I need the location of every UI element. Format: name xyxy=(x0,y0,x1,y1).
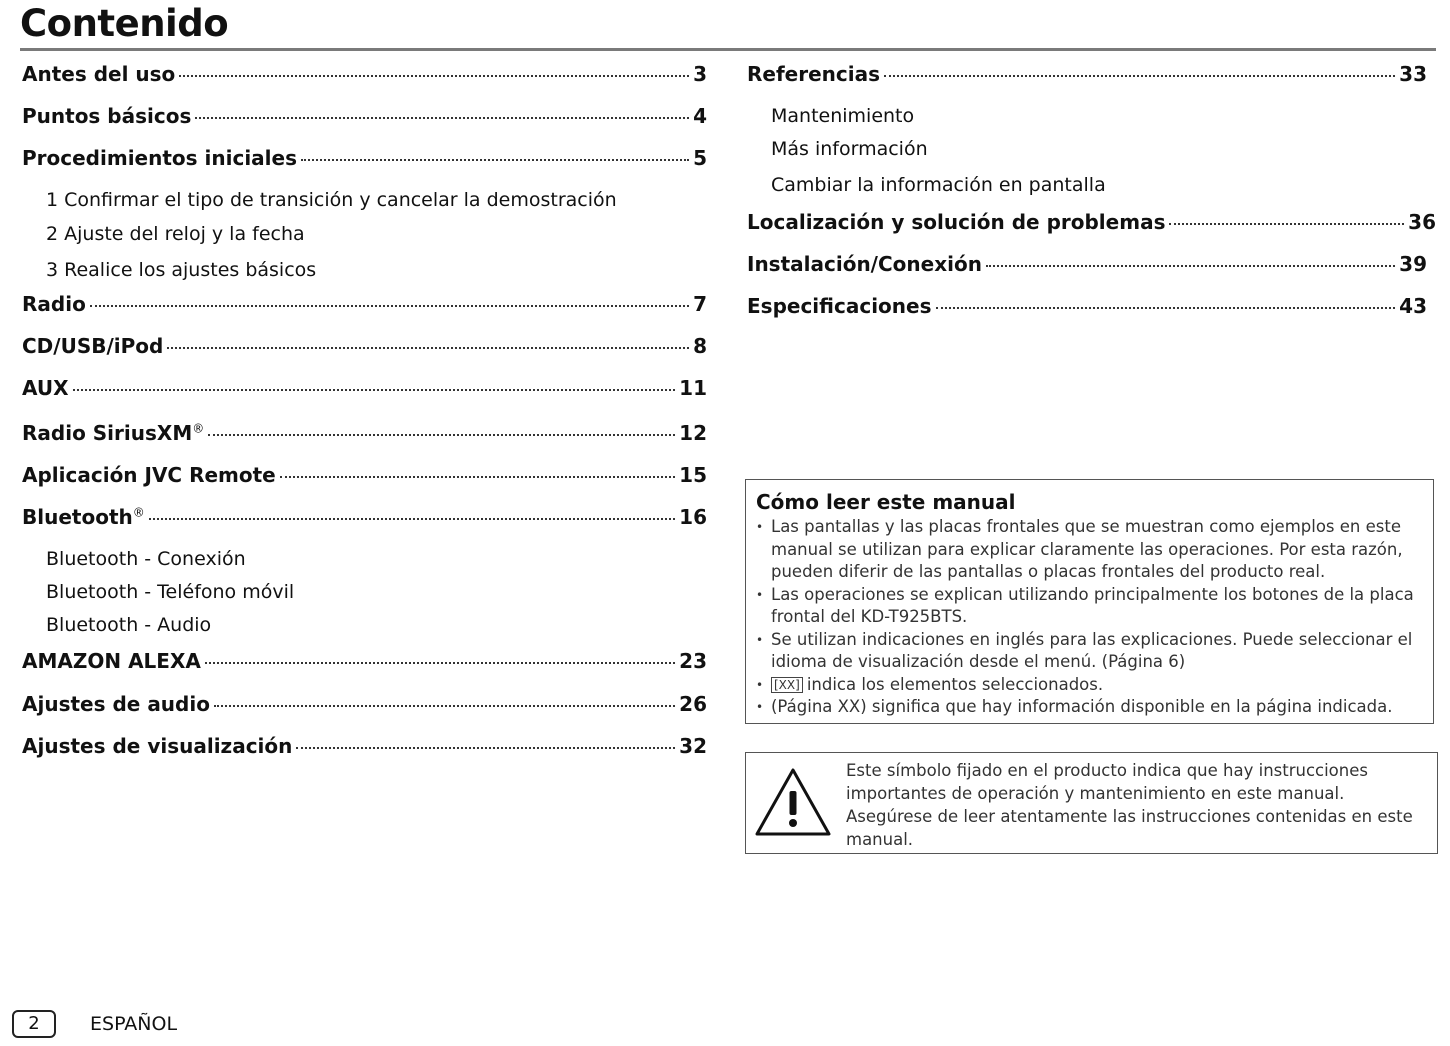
list-item: • (Página XX) significa que hay información disponible en la página indicada. xyxy=(756,696,1423,719)
toc-leader-dots xyxy=(90,305,689,307)
toc-leader-dots xyxy=(1169,223,1404,225)
toc-entry-ajustes-visualizacion[interactable] xyxy=(22,734,707,758)
toc-leader-dots xyxy=(296,747,675,749)
selected-item-key: [XX] xyxy=(771,677,803,693)
toc-page-number: 43 xyxy=(1399,294,1427,318)
toc-sub-bluetooth-telefono[interactable]: Bluetooth - Teléfono móvil xyxy=(46,581,295,603)
registered-mark: ® xyxy=(192,421,205,436)
page-number: 2 xyxy=(12,1010,56,1038)
how-to-read-list xyxy=(756,516,1423,719)
toc-leader-dots xyxy=(208,434,675,436)
list-item: • Las operaciones se explican utilizando principalmente los botones de la placa frontal del KD-T925BTS. xyxy=(756,584,1423,629)
toc-entry-radio-siriusxm[interactable] xyxy=(22,421,707,445)
toc-entry-especificaciones[interactable] xyxy=(747,294,1427,318)
warning-box xyxy=(745,752,1438,854)
toc-label: AUX xyxy=(22,376,69,400)
toc-leader-dots xyxy=(195,117,689,119)
page-footer xyxy=(12,1010,177,1038)
toc-page-number: 7 xyxy=(693,292,707,316)
toc-leader-dots xyxy=(884,75,1395,77)
toc-sub-mantenimiento[interactable]: Mantenimiento xyxy=(771,105,915,127)
toc-leader-dots xyxy=(986,265,1395,267)
toc-sub-bluetooth-conexion[interactable]: Bluetooth - Conexión xyxy=(46,548,246,570)
toc-entry-amazon-alexa[interactable] xyxy=(22,649,707,673)
toc-label: Bluetooth® xyxy=(22,505,145,529)
toc-entry-instalacion-conexion[interactable] xyxy=(747,252,1427,276)
toc-leader-dots xyxy=(936,307,1396,309)
toc-page-number: 8 xyxy=(693,334,707,358)
toc-entry-radio[interactable] xyxy=(22,292,707,316)
toc-sub-ajustes-basicos[interactable]: 3 Realice los ajustes básicos xyxy=(46,259,317,281)
toc-entry-solucion-problemas[interactable] xyxy=(747,210,1436,234)
language-label: ESPAÑOL xyxy=(90,1013,178,1035)
toc-leader-dots xyxy=(149,518,675,520)
list-item: • Se utilizan indicaciones en inglés para las explicaciones. Puede seleccionar el idioma de visualización desde el menú. (Página 6) xyxy=(756,629,1423,674)
toc-sub-confirmar-transicion[interactable]: 1 Confirmar el tipo de transición y cancelar la demostración xyxy=(46,189,617,211)
toc-leader-dots xyxy=(73,389,676,391)
toc-page-number: 3 xyxy=(693,62,707,86)
toc-page-number: 26 xyxy=(679,692,707,716)
title-divider xyxy=(20,48,1436,51)
toc-page-number: 15 xyxy=(679,463,707,487)
list-item: • Las pantallas y las placas frontales que se muestran como ejemplos en este manual se utilizan para explicar claramente las operaciones. Por esta razón, pueden diferir de las pantallas o placas frontales del producto real. xyxy=(756,516,1423,584)
toc-sub-ajuste-reloj[interactable]: 2 Ajuste del reloj y la fecha xyxy=(46,223,305,245)
toc-label: Antes del uso xyxy=(22,62,176,86)
toc-entry-referencias[interactable] xyxy=(747,62,1427,86)
toc-label: Instalación/Conexión xyxy=(747,252,982,276)
list-item: • [XX] indica los elementos seleccionados. xyxy=(756,674,1423,697)
toc-label: Ajustes de audio xyxy=(22,692,210,716)
toc-entry-jvc-remote[interactable] xyxy=(22,463,707,487)
toc-label: Radio xyxy=(22,292,86,316)
toc-leader-dots xyxy=(214,705,675,707)
toc-label: Localización y solución de problemas xyxy=(747,210,1166,234)
toc-page-number: 33 xyxy=(1399,62,1427,86)
how-to-read-box xyxy=(745,479,1434,724)
toc-leader-dots xyxy=(205,662,675,664)
warning-triangle-icon xyxy=(754,767,832,837)
page-title: Contenido xyxy=(20,2,229,45)
toc-label: CD/USB/iPod xyxy=(22,334,164,358)
toc-sub-bluetooth-audio[interactable]: Bluetooth - Audio xyxy=(46,614,212,636)
toc-leader-dots xyxy=(280,476,675,478)
toc-entry-antes-del-uso[interactable] xyxy=(22,62,707,86)
toc-label: Aplicación JVC Remote xyxy=(22,463,276,487)
how-to-read-title: Cómo leer este manual xyxy=(756,490,1016,514)
warning-text: Este símbolo fijado en el producto indica que hay instrucciones importantes de operación y mantenimiento en este manual. Asegúrese de leer atentamente las instrucciones contenidas en este manual. xyxy=(846,761,1413,849)
toc-entry-aux[interactable] xyxy=(22,376,707,400)
toc-label: Procedimientos iniciales xyxy=(22,146,297,170)
toc-sub-cambiar-informacion[interactable]: Cambiar la información en pantalla xyxy=(771,174,1106,196)
toc-page-number: 23 xyxy=(679,649,707,673)
toc-label: Ajustes de visualización xyxy=(22,734,293,758)
toc-page-number: 32 xyxy=(679,734,707,758)
toc-page-number: 12 xyxy=(679,421,707,445)
toc-page-number: 16 xyxy=(679,505,707,529)
toc-leader-dots xyxy=(301,159,689,161)
toc-sub-mas-informacion[interactable]: Más información xyxy=(771,138,928,160)
toc-leader-dots xyxy=(179,75,689,77)
toc-label: Radio SiriusXM® xyxy=(22,421,205,445)
toc-page-number: 5 xyxy=(693,146,707,170)
toc-page-number: 4 xyxy=(693,104,707,128)
toc-entry-ajustes-audio[interactable] xyxy=(22,692,707,716)
toc-page-number: 36 xyxy=(1408,210,1436,234)
toc-leader-dots xyxy=(167,347,689,349)
toc-entry-puntos-basicos[interactable] xyxy=(22,104,707,128)
toc-label: Puntos básicos xyxy=(22,104,192,128)
toc-entry-procedimientos-iniciales[interactable] xyxy=(22,146,707,170)
toc-label: AMAZON ALEXA xyxy=(22,649,201,673)
registered-mark: ® xyxy=(132,505,145,520)
toc-entry-bluetooth[interactable] xyxy=(22,505,707,529)
toc-page-number: 11 xyxy=(679,376,707,400)
toc-entry-cd-usb-ipod[interactable] xyxy=(22,334,707,358)
toc-label: Referencias xyxy=(747,62,881,86)
toc-label: Especificaciones xyxy=(747,294,932,318)
toc-page-number: 39 xyxy=(1399,252,1427,276)
